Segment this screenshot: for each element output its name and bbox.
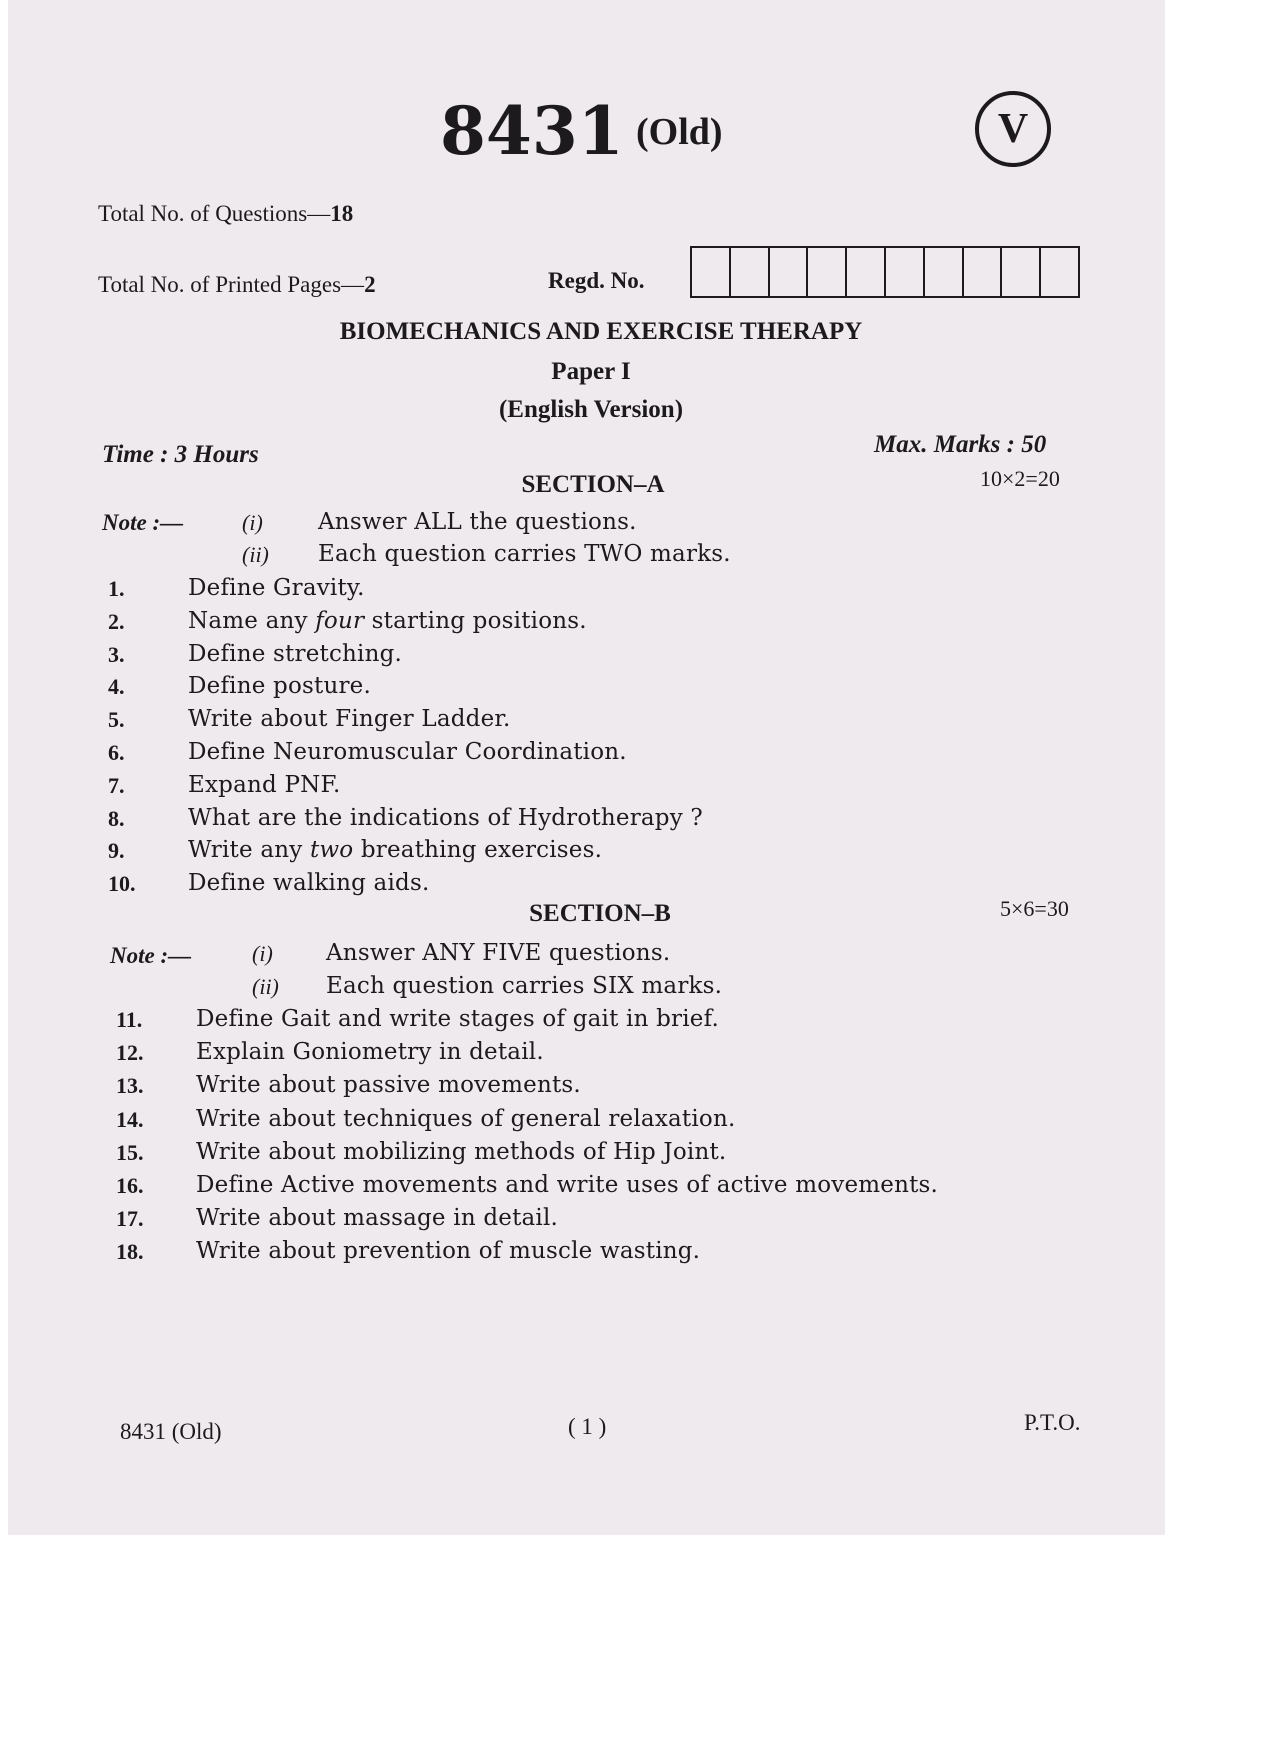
regd-number-cell[interactable] — [964, 248, 1003, 296]
question-text: Write about techniques of general relaxation. — [196, 1105, 736, 1132]
question-number: 16. — [116, 1173, 144, 1198]
regd-label: Regd. No. — [548, 268, 645, 293]
paper-title: Paper I — [551, 358, 631, 385]
subject-title: BIOMECHANICS AND EXERCISE THERAPY — [339, 318, 863, 345]
question-number: 2. — [108, 608, 125, 634]
question-number: 6. — [108, 740, 125, 765]
question-text: Define posture. — [188, 673, 372, 700]
question-number: 7. — [108, 772, 125, 798]
version-mark — [975, 91, 1051, 167]
section-b-note-number: (i) — [252, 941, 273, 966]
max-marks: Max. Marks : 50 — [874, 431, 1047, 458]
total-questions — [98, 201, 353, 227]
version-mark-letter: V — [997, 106, 1029, 152]
section-b-marks: 5×6=30 — [1000, 896, 1069, 921]
question-text: Write about massage in detail. — [196, 1205, 559, 1232]
question-number: 11. — [116, 1007, 143, 1032]
paper-code-suffix: (Old) — [636, 111, 723, 153]
question-number: 9. — [108, 838, 125, 864]
section-a-note-label: Note :— — [102, 510, 184, 535]
regd-number-box[interactable] — [690, 246, 1080, 298]
question-emphasis: four — [315, 607, 365, 634]
question-number: 13. — [116, 1073, 144, 1099]
total-pages-label: Total No. of Printed Pages— — [98, 272, 365, 297]
section-b-note-label: Note :— — [110, 943, 192, 968]
total-questions-label: Total No. of Questions— — [98, 201, 331, 226]
section-a-note-number: (ii) — [242, 542, 269, 567]
regd-number-cell[interactable] — [925, 248, 964, 296]
question-number: 4. — [108, 674, 125, 700]
question-text: Expand PNF. — [188, 771, 341, 798]
section-b-note-text: Answer ANY FIVE questions. — [326, 940, 671, 966]
total-pages — [98, 272, 376, 298]
question-text: Define walking aids. — [188, 870, 430, 897]
question-number: 1. — [108, 576, 125, 601]
version-title: (English Version) — [498, 396, 684, 423]
regd-number-cell[interactable] — [692, 248, 731, 296]
regd-number-cell[interactable] — [1041, 248, 1078, 296]
question-text: Explain Goniometry in detail. — [196, 1039, 544, 1066]
question-text: Define stretching. — [188, 640, 403, 667]
section-b-note-number: (ii) — [252, 974, 279, 999]
question-number: 3. — [108, 641, 125, 667]
exam-paper-sheet — [8, 0, 1165, 1535]
question-emphasis: two — [309, 837, 354, 864]
question-text: Write about passive movements. — [196, 1072, 581, 1099]
section-a-marks: 10×2=20 — [980, 466, 1060, 491]
question-number: 8. — [108, 805, 125, 831]
question-number: 12. — [116, 1040, 144, 1066]
regd-number-cell[interactable] — [770, 248, 809, 296]
question-text: Write about Finger Ladder. — [188, 706, 511, 733]
total-questions-value: 18 — [330, 201, 354, 226]
question-text: Name any four starting positions. — [188, 607, 587, 634]
regd-number-cell[interactable] — [808, 248, 847, 296]
time-allowed: Time : 3 Hours — [102, 441, 259, 468]
regd-number-cell[interactable] — [731, 248, 770, 296]
question-number: 10. — [108, 871, 136, 897]
footer-paper-code: 8431 (Old) — [120, 1419, 222, 1444]
question-text: Define Active movements and write uses of active movements. — [196, 1172, 939, 1198]
footer-page-number: ( 1 ) — [568, 1414, 607, 1439]
question-number: 15. — [116, 1139, 144, 1165]
section-b-title: SECTION–B — [529, 900, 671, 927]
section-a-note-number: (i) — [242, 510, 263, 535]
question-text: Write about prevention of muscle wasting. — [196, 1238, 701, 1265]
question-number: 5. — [108, 707, 125, 733]
question-text: Write any two breathing exercises. — [188, 837, 603, 864]
regd-number-cell[interactable] — [1002, 248, 1041, 296]
paper-code: 8431 — [440, 92, 624, 170]
question-number: 18. — [116, 1239, 144, 1265]
section-a-note-text: Each question carries TWO marks. — [318, 541, 731, 567]
regd-number-cell[interactable] — [847, 248, 886, 296]
section-a-note-text: Answer ALL the questions. — [318, 509, 637, 535]
regd-number-cell[interactable] — [886, 248, 925, 296]
question-number: 14. — [116, 1106, 144, 1132]
question-number: 17. — [116, 1206, 144, 1232]
question-text: Define Gait and write stages of gait in brief. — [196, 1006, 720, 1032]
total-pages-value: 2 — [364, 272, 376, 297]
question-text: Define Neuromuscular Coordination. — [188, 739, 627, 765]
section-b-note-text: Each question carries SIX marks. — [326, 973, 723, 999]
question-text: Write about mobilizing methods of Hip Joint. — [196, 1138, 727, 1165]
section-a-title: SECTION–A — [521, 471, 665, 498]
question-text: Define Gravity. — [188, 575, 365, 601]
question-text: What are the indications of Hydrotherapy ? — [188, 804, 703, 831]
footer-pto: P.T.O. — [1024, 1410, 1081, 1435]
